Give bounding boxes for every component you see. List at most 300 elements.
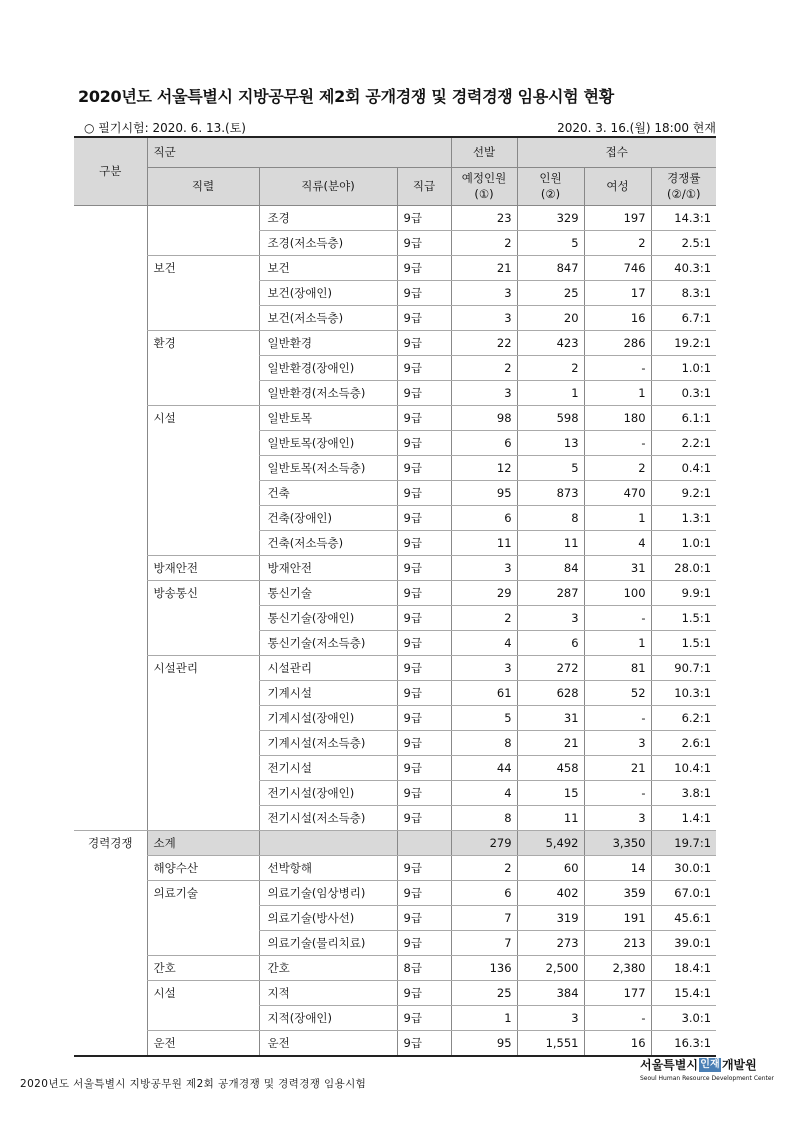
header-seonbal-line2: (①): [474, 187, 494, 201]
cell-applicants: 5: [517, 230, 584, 255]
table-row: [74, 905, 716, 930]
cell-ratio: 1.5:1: [651, 630, 716, 655]
cell-ratio: 1.0:1: [651, 355, 716, 380]
cell-female: 3,350: [584, 830, 651, 855]
cell-applicants: 6: [517, 630, 584, 655]
cell-ratio: 15.4:1: [651, 980, 716, 1005]
cell-jikryu: 조경: [259, 205, 397, 230]
cell-jikryeol: [147, 355, 259, 380]
header-jikgun: 직군: [147, 137, 451, 167]
cell-ratio: 19.7:1: [651, 830, 716, 855]
cell-ratio: 9.2:1: [651, 480, 716, 505]
cell-planned: 44: [451, 755, 517, 780]
cell-female: 197: [584, 205, 651, 230]
cell-jikryeol: [147, 480, 259, 505]
cell-jikryu: 의료기술(임상병리): [259, 880, 397, 905]
cell-gubun: [74, 1030, 147, 1056]
cell-jikryeol: 시설: [147, 980, 259, 1005]
cell-jikryu: 전기시설(저소득층): [259, 805, 397, 830]
logo-text-post: 개발원: [721, 1058, 757, 1072]
table-row: [74, 855, 716, 880]
cell-jikryu: 보건: [259, 255, 397, 280]
cell-female: 21: [584, 755, 651, 780]
table-row: [74, 705, 716, 730]
header-seonbal: [451, 167, 517, 205]
cell-jikryeol: 방송통신: [147, 580, 259, 605]
cell-ratio: 1.3:1: [651, 505, 716, 530]
cell-gubun: [74, 255, 147, 280]
cell-jikryu: 일반토목: [259, 405, 397, 430]
cell-jikryeol: [147, 705, 259, 730]
cell-gubun: [74, 680, 147, 705]
cell-gubun: [74, 605, 147, 630]
cell-jikgeup: 9급: [397, 930, 451, 955]
header-inwon-line2: (②): [540, 187, 561, 201]
cell-planned: 22: [451, 330, 517, 355]
cell-planned: 1: [451, 1005, 517, 1030]
header-jeopsu: 접수: [517, 137, 716, 167]
cell-female: -: [584, 355, 651, 380]
cell-jikryu: 기계시설: [259, 680, 397, 705]
cell-gubun: [74, 555, 147, 580]
cell-gubun: [74, 355, 147, 380]
cell-applicants: 329: [517, 205, 584, 230]
cell-applicants: 598: [517, 405, 584, 430]
cell-applicants: 1: [517, 380, 584, 405]
cell-jikgeup: 9급: [397, 555, 451, 580]
cell-applicants: 84: [517, 555, 584, 580]
cell-jikryu: 의료기술(물리치료): [259, 930, 397, 955]
cell-ratio: 16.3:1: [651, 1030, 716, 1056]
header-jikryeol: 직렬: [147, 167, 259, 205]
cell-jikryu: 기계시설(저소득층): [259, 730, 397, 755]
cell-planned: 25: [451, 980, 517, 1005]
cell-jikgeup: 9급: [397, 905, 451, 930]
cell-gubun: [74, 580, 147, 605]
cell-jikgeup: 9급: [397, 580, 451, 605]
cell-jikryeol: [147, 630, 259, 655]
cell-ratio: 1.5:1: [651, 605, 716, 630]
cell-jikryeol: 시설: [147, 405, 259, 430]
cell-ratio: 28.0:1: [651, 555, 716, 580]
cell-female: 746: [584, 255, 651, 280]
header-yeoseong: 여성: [584, 167, 651, 205]
table-top-rule: [74, 136, 716, 138]
cell-jikryu: 지적(장애인): [259, 1005, 397, 1030]
cell-ratio: 0.3:1: [651, 380, 716, 405]
cell-jikryeol: [147, 505, 259, 530]
cell-female: 191: [584, 905, 651, 930]
cell-jikryu: 시설관리: [259, 655, 397, 680]
cell-applicants: 3: [517, 605, 584, 630]
cell-planned: 136: [451, 955, 517, 980]
cell-ratio: 1.4:1: [651, 805, 716, 830]
cell-jikgeup: 9급: [397, 430, 451, 455]
cell-planned: 3: [451, 280, 517, 305]
cell-applicants: 11: [517, 530, 584, 555]
cell-gubun: [74, 730, 147, 755]
cell-gubun: [74, 505, 147, 530]
table-row: [74, 755, 716, 780]
table-row: [74, 230, 716, 255]
cell-gubun: [74, 205, 147, 230]
cell-gubun: [74, 955, 147, 980]
table-row: [74, 530, 716, 555]
cell-female: -: [584, 1005, 651, 1030]
cell-planned: 2: [451, 355, 517, 380]
table-row: [74, 255, 716, 280]
cell-jikryeol: [147, 455, 259, 480]
cell-jikgeup: 9급: [397, 755, 451, 780]
cell-ratio: 3.0:1: [651, 1005, 716, 1030]
cell-jikgeup: 9급: [397, 230, 451, 255]
cell-planned: 4: [451, 630, 517, 655]
cell-jikgeup: 9급: [397, 530, 451, 555]
cell-ratio: 67.0:1: [651, 880, 716, 905]
cell-jikgeup: 9급: [397, 380, 451, 405]
cell-jikgeup: 9급: [397, 205, 451, 230]
cell-female: 1: [584, 630, 651, 655]
footer-text: 2020년도 서울특별시 지방공무원 제2회 공개경쟁 및 경력경쟁 임용시험: [20, 1078, 367, 1090]
cell-jikryu: 간호: [259, 955, 397, 980]
cell-gubun: [74, 305, 147, 330]
cell-planned: 6: [451, 505, 517, 530]
cell-jikryu: [259, 830, 397, 855]
cell-jikryeol: 운전: [147, 1030, 259, 1056]
cell-jikgeup: 9급: [397, 255, 451, 280]
cell-female: 81: [584, 655, 651, 680]
cell-gubun: [74, 880, 147, 905]
cell-applicants: 11: [517, 805, 584, 830]
cell-planned: 2: [451, 855, 517, 880]
cell-female: 1: [584, 505, 651, 530]
header-ratio-line1: 경쟁률: [667, 171, 701, 185]
table-row: [74, 505, 716, 530]
table-row: [74, 1005, 716, 1030]
cell-gubun: [74, 755, 147, 780]
table-row: [74, 780, 716, 805]
cell-applicants: 458: [517, 755, 584, 780]
cell-ratio: 39.0:1: [651, 930, 716, 955]
cell-applicants: 319: [517, 905, 584, 930]
cell-jikgeup: 9급: [397, 880, 451, 905]
cell-planned: 279: [451, 830, 517, 855]
page-title: 2020년도 서울특별시 지방공무원 제2회 공개경쟁 및 경력경쟁 임용시험 현황: [78, 87, 614, 106]
table-row: [74, 830, 716, 855]
table-row: [74, 805, 716, 830]
header-seonbal-top: 선발: [451, 137, 517, 167]
cell-ratio: 30.0:1: [651, 855, 716, 880]
cell-gubun: [74, 805, 147, 830]
cell-jikgeup: 9급: [397, 330, 451, 355]
cell-jikryu: 방재안전: [259, 555, 397, 580]
table-row: [74, 580, 716, 605]
table-row: [74, 480, 716, 505]
cell-jikryeol: 방재안전: [147, 555, 259, 580]
header-gubun: 구분: [74, 137, 147, 205]
cell-female: 2,380: [584, 955, 651, 980]
cell-ratio: 2.2:1: [651, 430, 716, 455]
cell-jikgeup: 9급: [397, 405, 451, 430]
cell-female: 2: [584, 455, 651, 480]
cell-jikryu: 일반환경(저소득층): [259, 380, 397, 405]
table-row: [74, 1030, 716, 1056]
cell-gubun: [74, 930, 147, 955]
cell-gubun: [74, 1005, 147, 1030]
cell-female: 286: [584, 330, 651, 355]
cell-jikryu: 보건(장애인): [259, 280, 397, 305]
cell-applicants: 3: [517, 1005, 584, 1030]
cell-jikryeol: [147, 680, 259, 705]
cell-female: -: [584, 780, 651, 805]
cell-applicants: 31: [517, 705, 584, 730]
cell-planned: 5: [451, 705, 517, 730]
cell-jikryu: 지적: [259, 980, 397, 1005]
cell-jikryu: 일반환경(장애인): [259, 355, 397, 380]
table-row: [74, 605, 716, 630]
cell-jikryeol: [147, 230, 259, 255]
cell-female: 4: [584, 530, 651, 555]
cell-applicants: 8: [517, 505, 584, 530]
cell-planned: 3: [451, 380, 517, 405]
cell-applicants: 25: [517, 280, 584, 305]
cell-female: 1: [584, 380, 651, 405]
cell-jikryeol: [147, 730, 259, 755]
cell-gubun: [74, 455, 147, 480]
cell-jikgeup: 9급: [397, 980, 451, 1005]
cell-gubun: [74, 705, 147, 730]
header-ratio: [651, 167, 716, 205]
cell-ratio: 10.4:1: [651, 755, 716, 780]
cell-jikryeol: 간호: [147, 955, 259, 980]
table-row: [74, 555, 716, 580]
cell-jikgeup: 9급: [397, 305, 451, 330]
cell-jikryeol: [147, 430, 259, 455]
cell-applicants: 384: [517, 980, 584, 1005]
cell-jikryeol: 환경: [147, 330, 259, 355]
cell-applicants: 2: [517, 355, 584, 380]
cell-planned: 21: [451, 255, 517, 280]
cell-applicants: 20: [517, 305, 584, 330]
cell-jikryeol: [147, 530, 259, 555]
cell-jikryeol: 보건: [147, 255, 259, 280]
cell-planned: 11: [451, 530, 517, 555]
cell-jikgeup: 8급: [397, 955, 451, 980]
cell-applicants: 2,500: [517, 955, 584, 980]
cell-gubun: 경력경쟁: [74, 830, 147, 855]
cell-ratio: 14.3:1: [651, 205, 716, 230]
cell-female: 31: [584, 555, 651, 580]
cell-gubun: [74, 655, 147, 680]
table-row: [74, 355, 716, 380]
exam-date: ○ 필기시험: 2020. 6. 13.(토): [84, 121, 246, 135]
cell-gubun: [74, 780, 147, 805]
cell-jikgeup: 9급: [397, 730, 451, 755]
cell-applicants: 847: [517, 255, 584, 280]
cell-female: 14: [584, 855, 651, 880]
cell-ratio: 45.6:1: [651, 905, 716, 930]
cell-ratio: 10.3:1: [651, 680, 716, 705]
cell-ratio: 1.0:1: [651, 530, 716, 555]
header-inwon-line1: 인원: [539, 171, 562, 185]
cell-applicants: 287: [517, 580, 584, 605]
cell-ratio: 9.9:1: [651, 580, 716, 605]
cell-jikryeol: [147, 755, 259, 780]
table-row: [74, 880, 716, 905]
logo-subtitle: Seoul Human Resource Development Center: [640, 1075, 775, 1082]
cell-gubun: [74, 330, 147, 355]
table-row: [74, 680, 716, 705]
cell-female: 180: [584, 405, 651, 430]
cell-jikgeup: 9급: [397, 780, 451, 805]
table-row: [74, 455, 716, 480]
logo-text-box: 인재: [700, 1058, 720, 1070]
cell-gubun: [74, 230, 147, 255]
cell-ratio: 90.7:1: [651, 655, 716, 680]
cell-jikryeol: [147, 605, 259, 630]
cell-jikgeup: [397, 830, 451, 855]
cell-jikryu: 의료기술(방사선): [259, 905, 397, 930]
cell-female: 177: [584, 980, 651, 1005]
cell-applicants: 13: [517, 430, 584, 455]
cell-jikryeol: [147, 780, 259, 805]
cell-applicants: 5: [517, 455, 584, 480]
cell-gubun: [74, 430, 147, 455]
cell-applicants: 423: [517, 330, 584, 355]
cell-applicants: 15: [517, 780, 584, 805]
cell-jikryu: 통신기술(장애인): [259, 605, 397, 630]
table-row: [74, 280, 716, 305]
header-ratio-line2: (②/①): [667, 187, 701, 201]
logo-wordmark: [640, 1056, 770, 1073]
cell-jikryeol: [147, 380, 259, 405]
cell-planned: 23: [451, 205, 517, 230]
exam-status-table: [74, 137, 716, 1057]
cell-jikgeup: 9급: [397, 355, 451, 380]
cell-ratio: 2.6:1: [651, 730, 716, 755]
cell-jikgeup: 9급: [397, 455, 451, 480]
table-row: [74, 330, 716, 355]
cell-gubun: [74, 380, 147, 405]
cell-female: 16: [584, 1030, 651, 1056]
cell-ratio: 3.8:1: [651, 780, 716, 805]
cell-planned: 3: [451, 655, 517, 680]
cell-ratio: 0.4:1: [651, 455, 716, 480]
cell-jikryu: 일반환경: [259, 330, 397, 355]
cell-gubun: [74, 630, 147, 655]
cell-planned: 61: [451, 680, 517, 705]
cell-female: 359: [584, 880, 651, 905]
table-row: [74, 405, 716, 430]
cell-jikryu: 보건(저소득층): [259, 305, 397, 330]
cell-jikryu: 일반토목(장애인): [259, 430, 397, 455]
cell-jikgeup: 9급: [397, 1005, 451, 1030]
cell-planned: 12: [451, 455, 517, 480]
cell-planned: 3: [451, 555, 517, 580]
cell-gubun: [74, 480, 147, 505]
cell-jikryu: 일반토목(저소득층): [259, 455, 397, 480]
cell-jikryu: 건축(저소득층): [259, 530, 397, 555]
cell-applicants: 21: [517, 730, 584, 755]
table-row: [74, 730, 716, 755]
table-row: [74, 305, 716, 330]
cell-planned: 8: [451, 805, 517, 830]
cell-planned: 2: [451, 230, 517, 255]
cell-jikgeup: 9급: [397, 655, 451, 680]
cell-female: -: [584, 605, 651, 630]
cell-planned: 8: [451, 730, 517, 755]
cell-applicants: 873: [517, 480, 584, 505]
cell-jikgeup: 9급: [397, 280, 451, 305]
cell-planned: 98: [451, 405, 517, 430]
cell-applicants: 402: [517, 880, 584, 905]
cell-jikgeup: 9급: [397, 630, 451, 655]
cell-jikgeup: 9급: [397, 480, 451, 505]
cell-planned: 6: [451, 430, 517, 455]
cell-female: 100: [584, 580, 651, 605]
cell-jikgeup: 9급: [397, 705, 451, 730]
cell-jikryu: 통신기술: [259, 580, 397, 605]
cell-gubun: [74, 530, 147, 555]
cell-jikryu: 통신기술(저소득층): [259, 630, 397, 655]
cell-ratio: 2.5:1: [651, 230, 716, 255]
cell-gubun: [74, 855, 147, 880]
cell-ratio: 6.2:1: [651, 705, 716, 730]
table-row: [74, 980, 716, 1005]
cell-jikryeol: [147, 905, 259, 930]
cell-planned: 7: [451, 930, 517, 955]
table-row: [74, 380, 716, 405]
cell-female: 3: [584, 805, 651, 830]
cell-applicants: 628: [517, 680, 584, 705]
cell-jikgeup: 9급: [397, 1030, 451, 1056]
cell-ratio: 6.1:1: [651, 405, 716, 430]
cell-female: 17: [584, 280, 651, 305]
cell-jikryeol: [147, 280, 259, 305]
cell-planned: 3: [451, 305, 517, 330]
cell-jikgeup: 9급: [397, 605, 451, 630]
cell-ratio: 18.4:1: [651, 955, 716, 980]
header-jikryu: 직류(분야): [259, 167, 397, 205]
cell-planned: 95: [451, 1030, 517, 1056]
cell-jikryeol: 소계: [147, 830, 259, 855]
cell-female: -: [584, 430, 651, 455]
as-of-date: 2020. 3. 16.(월) 18:00 현재: [557, 121, 716, 135]
cell-ratio: 19.2:1: [651, 330, 716, 355]
header-inwon: [517, 167, 584, 205]
cell-ratio: 40.3:1: [651, 255, 716, 280]
cell-planned: 7: [451, 905, 517, 930]
table-row: [74, 430, 716, 455]
cell-jikryeol: [147, 1005, 259, 1030]
cell-jikgeup: 9급: [397, 505, 451, 530]
logo-text-pre: 서울특별시: [640, 1058, 698, 1072]
cell-jikryeol: 시설관리: [147, 655, 259, 680]
cell-female: 52: [584, 680, 651, 705]
cell-jikryeol: [147, 305, 259, 330]
cell-jikryeol: [147, 205, 259, 230]
cell-applicants: 1,551: [517, 1030, 584, 1056]
cell-ratio: 6.7:1: [651, 305, 716, 330]
cell-jikgeup: 9급: [397, 855, 451, 880]
table-row: [74, 955, 716, 980]
cell-jikryu: 건축(장애인): [259, 505, 397, 530]
cell-jikryu: 전기시설(장애인): [259, 780, 397, 805]
header-jikgeup: 직급: [397, 167, 451, 205]
table-row: [74, 655, 716, 680]
cell-applicants: 5,492: [517, 830, 584, 855]
cell-jikryu: 전기시설: [259, 755, 397, 780]
